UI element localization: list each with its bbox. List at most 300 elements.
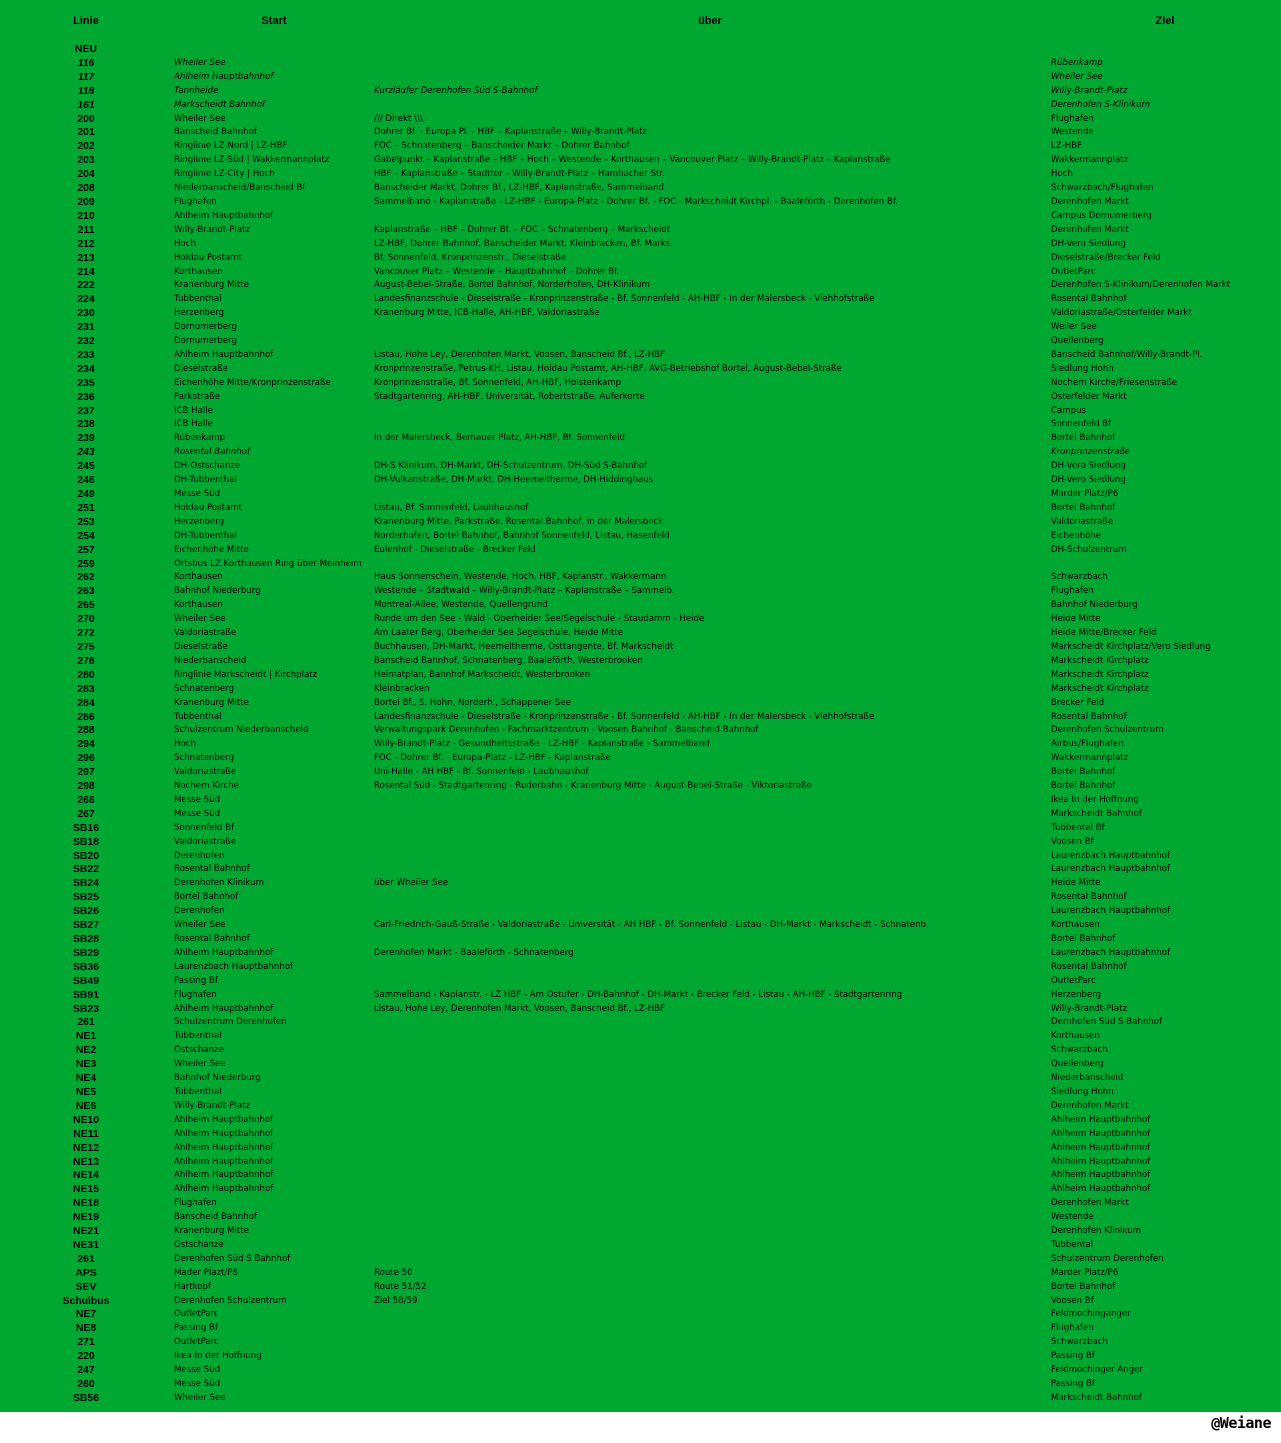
destination: Ahlheim Hauptbahnhof <box>1051 1184 1151 1195</box>
table-row <box>0 502 1281 516</box>
start-stop: Messe Süd <box>174 794 221 805</box>
start-stop: DH-Tubbenthal <box>174 475 237 486</box>
start-stop: Herzenberg <box>174 516 225 527</box>
header-start: Start <box>261 15 287 27</box>
start-stop: Ahlheim Hauptbahnhof <box>174 210 274 221</box>
start-stop: Passing Bf <box>174 975 218 986</box>
start-stop: Eichenhöhe Mitte <box>174 544 249 555</box>
line-number: SB24 <box>73 878 99 890</box>
table-row <box>0 669 1281 683</box>
table-row <box>0 752 1281 766</box>
table-row <box>0 1322 1281 1336</box>
line-number: 296 <box>77 753 95 765</box>
destination: Laurenzbach Hauptbahnhof <box>1051 850 1171 861</box>
destination: Ahlheim Hauptbahnhof <box>1051 1114 1151 1125</box>
table-row <box>0 711 1281 725</box>
start-stop: Kranenburg Mitte <box>174 1226 249 1237</box>
via-stops: /// Direkt \\\ <box>374 113 423 124</box>
table-row <box>0 1114 1281 1128</box>
destination: LZ-HBF <box>1051 141 1082 152</box>
destination: Markscheidt Bahnhof <box>1051 808 1142 819</box>
via-stops: Ziel 58/59 <box>374 1295 418 1306</box>
table-row <box>0 405 1281 419</box>
via-stops: In der Malersbeck, Bernauer Platz, AH-HBF, Bf. Sonnenfeld <box>374 433 625 444</box>
via-stops: Buchhausen, DH-Markt, Heemeltherme, Osttangente, Bf. Markscheidt <box>374 641 674 652</box>
start-stop: Flughafen <box>174 989 217 1000</box>
destination: Markscheidt Kirchplatz/Vero Siedlung <box>1051 641 1211 652</box>
table-row <box>0 933 1281 947</box>
via-stops: Haus Sonnenschein, Westende, Hoch, HBF, Kaplanstr., Wakkermann <box>374 572 667 583</box>
destination: Schulzentrum Derenhofen <box>1051 1253 1164 1264</box>
line-number: 212 <box>77 238 95 250</box>
table-row <box>0 1225 1281 1239</box>
via-stops: Landesfinanzschule - Dieselstraße - Kronprinzenstraße - Bf. Sonnenfeld - AH-HBF - In der Malersbeck - Viehhofstraße <box>374 711 875 722</box>
destination: Derenhofen Markt <box>1051 196 1129 207</box>
via-stops: Route 51/52 <box>374 1281 427 1292</box>
line-number: 280 <box>77 669 95 681</box>
table-row <box>0 1169 1281 1183</box>
start-stop: Ikea In der Hoffnung <box>174 1351 262 1362</box>
start-stop: Derenhofen Klinikum <box>174 878 264 889</box>
destination: Derenhofen Markt <box>1051 224 1129 235</box>
start-stop: Kranenburg Mitte <box>174 697 249 708</box>
start-stop: Derenhofen Schulzentrum <box>174 1295 287 1306</box>
table-row <box>0 1378 1281 1392</box>
via-stops: Banscheid Bahnhof, Schnatenberg, Baaleförth, Westerbrooken <box>374 655 643 666</box>
start-stop: Valdoriastraße <box>174 628 237 639</box>
table-row <box>0 850 1281 864</box>
start-stop: Passing Bf <box>174 1323 218 1334</box>
line-number: SB20 <box>73 850 99 862</box>
line-number: NE4 <box>75 1073 97 1085</box>
table-row <box>0 154 1281 168</box>
table-row <box>0 349 1281 363</box>
destination: Rosental Bahnhof <box>1051 961 1127 972</box>
table-row <box>0 307 1281 321</box>
destination: Siedlung Hohn <box>1051 1086 1114 1097</box>
line-number: SB27 <box>73 920 99 932</box>
table-row <box>0 140 1281 154</box>
destination: Ahlheim Hauptbahnhof <box>1051 1142 1151 1153</box>
line-number: 236 <box>77 391 95 403</box>
table-row <box>0 238 1281 252</box>
line-number: 253 <box>77 516 95 528</box>
start-stop: Holdau Postamt <box>174 502 242 513</box>
start-stop: Ringlinie Markscheidt | Kirchplatz <box>174 669 318 680</box>
line-number: NE31 <box>73 1239 99 1251</box>
start-stop: Ostschanze <box>174 1239 224 1250</box>
line-number: 251 <box>77 502 95 514</box>
destination: Tubbental <box>1051 1239 1094 1250</box>
destination: Markscheidt Kirchplatz <box>1051 655 1149 666</box>
route-rows <box>0 43 1281 1406</box>
table-row <box>0 1128 1281 1142</box>
start-stop: Markscheidt Bahnhof <box>174 99 265 110</box>
destination: Airbus/Flughafen <box>1051 739 1124 750</box>
destination: Rosental Bahnhof <box>1051 294 1127 305</box>
table-row <box>0 1100 1281 1114</box>
line-number: 259 <box>77 558 95 570</box>
table-row <box>0 975 1281 989</box>
destination: Schwarzbach <box>1051 1045 1108 1056</box>
start-stop: Ahlheim Hauptbahnhof <box>174 1156 274 1167</box>
line-number: 222 <box>77 280 95 292</box>
table-row <box>0 71 1281 85</box>
destination: Derenhofen Schulzentrum <box>1051 725 1164 736</box>
table-row <box>0 558 1281 572</box>
destination: Dieselstraße/Brecker Feld <box>1051 252 1161 263</box>
start-stop: Schulzentrum Derenhofen <box>174 1017 287 1028</box>
destination: Feldmochinger Anger <box>1051 1365 1143 1376</box>
via-stops: Westende – Stadtwald – Willy-Brandt-Platz – Kaplanstraße – Sammelb. <box>374 586 675 597</box>
table-row <box>0 1239 1281 1253</box>
line-number: 294 <box>77 739 95 751</box>
destination: Korthausen <box>1051 920 1100 931</box>
table-row <box>0 961 1281 975</box>
via-stops: HBF – Kaplanstraße – Stadttor – Willy-Brandt-Platz – Hambacher Str. <box>374 169 665 180</box>
via-stops: Montreal-Allee, Westende, Quellengrund <box>374 600 548 611</box>
table-row <box>0 822 1281 836</box>
line-number: 200 <box>77 113 95 125</box>
destination: OutletParc <box>1051 266 1096 277</box>
line-number: 116 <box>77 57 95 69</box>
line-number: 161 <box>77 99 95 111</box>
table-row <box>0 1253 1281 1267</box>
start-stop: Ringlinie LZ-Süd | Wakkermannplatz <box>174 155 330 166</box>
via-stops: Heimatplan, Bahnhof Markscheidt, Westerbrooken <box>374 669 591 680</box>
line-number: NE5 <box>75 1086 97 1098</box>
start-stop: Ahlheim Hauptbahnhof <box>174 1170 274 1181</box>
table-row <box>0 210 1281 224</box>
destination: Markscheidt Kirchplatz <box>1051 683 1149 694</box>
line-number: SB49 <box>73 975 99 987</box>
line-number: 275 <box>77 641 95 653</box>
destination: Rübenkamp <box>1051 57 1103 68</box>
destination: Niederbanscheid <box>1051 1073 1124 1084</box>
line-number: 265 <box>77 600 95 612</box>
header-ueber: über <box>698 15 722 27</box>
via-stops: Route 50 <box>374 1267 413 1278</box>
table-row <box>0 1142 1281 1156</box>
start-stop: Hoch <box>174 739 196 750</box>
table-row <box>0 697 1281 711</box>
line-number: 278 <box>77 655 95 667</box>
start-stop: Korthausen <box>174 572 223 583</box>
line-number: 231 <box>77 322 95 334</box>
line-number: 210 <box>77 210 95 222</box>
start-stop: Dieselstraße <box>174 641 228 652</box>
line-number: SB25 <box>73 892 99 904</box>
via-stops: Bf. Sonnenfeld, Kronprinzenstr., Dieselstraße <box>374 252 567 263</box>
via-stops: Listau, Hohe Ley, Derenhofen Markt, Voosen, Banscheid Bf., LZ-HBF <box>374 349 665 360</box>
table-row <box>0 279 1281 293</box>
via-stops: über Wheiler See <box>374 878 449 889</box>
line-number: 286 <box>77 711 95 723</box>
line-number: 270 <box>77 614 95 626</box>
table-row <box>0 780 1281 794</box>
destination: Herzenberg <box>1051 989 1102 1000</box>
table-row <box>0 126 1281 140</box>
via-stops: DH-Vulkanstraße, DH-Markt, DH-Heemeltherme, DH-Hiddinghaus <box>374 475 654 486</box>
destination: Schwarzbach/Flughafen <box>1051 183 1154 194</box>
start-stop: Valdoriastraße <box>174 767 237 778</box>
table-row <box>0 724 1281 738</box>
start-stop: DH-Tubbenthal <box>174 530 237 541</box>
destination: Bortel Bahnhof <box>1051 767 1116 778</box>
destination: Dernhofen Süd S-Bahnhof <box>1051 1017 1163 1028</box>
table-row <box>0 655 1281 669</box>
table-row <box>0 293 1281 307</box>
destination: Eichenhöhe <box>1051 530 1102 541</box>
line-number: Schulbus <box>62 1295 110 1307</box>
via-stops: Uni-Halle - AH HBF - Bf. Sonnenfeld - Laubhaushof <box>374 767 589 778</box>
line-number: NE10 <box>73 1114 99 1126</box>
destination: Willy-Brandt-Platz <box>1051 1003 1127 1014</box>
destination: Laurenzbach Hauptbahnhof <box>1051 864 1171 875</box>
line-number: 298 <box>77 781 95 793</box>
table-row <box>0 989 1281 1003</box>
destination: Campus Dornumerberg <box>1051 210 1152 221</box>
line-number: 243 <box>77 447 95 459</box>
table-row <box>0 947 1281 961</box>
line-number: 234 <box>77 363 95 375</box>
line-number: 249 <box>77 489 95 500</box>
table-row <box>0 1072 1281 1086</box>
start-stop: Tubbenthal <box>174 1031 222 1042</box>
destination: Willy-Brandt-Platz <box>1051 85 1128 96</box>
table-row <box>0 85 1281 99</box>
line-number: 260 <box>77 1379 95 1390</box>
line-number: NE11 <box>73 1128 99 1140</box>
line-number: 117 <box>77 71 95 83</box>
line-number: NE18 <box>73 1198 99 1210</box>
via-stops: Banscheider Markt, Dohrer Bf., LZ-HBF, Kaplanstraße, Sammelband <box>374 183 664 194</box>
table-row <box>0 1308 1281 1322</box>
start-stop: Derenhofen Süd S Bahnhof <box>174 1253 291 1264</box>
start-stop: Hartkopf <box>174 1281 212 1292</box>
table-row <box>0 488 1281 502</box>
destination: Passing Bf <box>1051 1351 1095 1362</box>
start-stop: Rosental Bahnhof <box>174 934 250 944</box>
via-stops: Kaplanstraße – HBF – Dohrer Bf. – FOC – Schnatenberg – Markscheidt <box>374 224 671 235</box>
via-stops: Kronprinzenstraße, Petrus-KH, Listau, Holdau Postamt, AH-HBF, AVG-Betriebshof Bortel, August-Bebel-Straße <box>374 363 842 374</box>
line-number: SB26 <box>73 906 99 918</box>
table-row <box>0 877 1281 891</box>
line-number: SB16 <box>73 822 99 834</box>
line-number: NE12 <box>73 1142 99 1154</box>
table-row <box>0 516 1281 530</box>
destination: Ikea In der Hoffnung <box>1051 794 1139 805</box>
table-row <box>0 544 1281 558</box>
destination: OutletParc <box>1051 975 1096 986</box>
table-row <box>0 57 1281 71</box>
start-stop: Niederbanscheid <box>174 655 247 666</box>
via-stops: DH-S Klinikum, DH-Markt, DH-Schulzentrum, DH-Süd S-Bahnhof <box>374 461 648 472</box>
destination: Flughafen <box>1051 586 1094 597</box>
line-number: 266 <box>77 794 95 806</box>
line-number: 238 <box>77 419 95 431</box>
table-row <box>0 363 1281 377</box>
line-number: 230 <box>77 308 95 320</box>
line-number: NE13 <box>73 1156 99 1168</box>
line-number: 224 <box>77 294 95 306</box>
via-stops: LZ-HBF, Dohrer Bahnhof, Banscheider Markt, Kleinbracken, Bf. Marks. <box>374 238 673 249</box>
table-row <box>0 224 1281 238</box>
start-stop: Wheiler See <box>174 1392 226 1403</box>
table-row <box>0 1211 1281 1225</box>
line-number: 283 <box>77 683 95 695</box>
start-stop: Korthausen <box>174 266 223 277</box>
destination: Rosental Bahnhof <box>1051 892 1127 903</box>
start-stop: Ahlheim Hauptbahnhof <box>174 71 274 82</box>
destination: DH-Schulzentrum <box>1051 544 1127 555</box>
line-number: 284 <box>77 697 95 709</box>
start-stop: Ringlinie LZ-Nord | LZ-HBF <box>174 141 288 152</box>
start-stop: Bortel Bahnhof <box>174 892 239 903</box>
destination: Marder Platz/P6 <box>1051 489 1119 499</box>
line-number: 118 <box>77 85 95 97</box>
table-row <box>0 1336 1281 1350</box>
start-stop: Tubbenthal <box>174 711 222 722</box>
destination: Wakkermannplatz <box>1051 155 1129 166</box>
table-row <box>0 446 1281 460</box>
table-row <box>0 836 1281 850</box>
destination: Heide Mitte <box>1051 614 1101 625</box>
start-stop: Ahlheim Hauptbahnhof <box>174 1003 274 1014</box>
start-stop: ICB Halle <box>174 419 213 430</box>
line-number: 211 <box>77 224 95 236</box>
line-number: APS <box>75 1267 97 1279</box>
table-row <box>0 571 1281 585</box>
via-stops: Sammelband - Kaplanstraße - LZ-HBF - Europa-Platz - Dohrer Bf. - FOC - Markscheidt Kirchpl. - Baaleförth - Derenhofen Bf. <box>374 196 898 207</box>
start-stop: Willy-Brandt-Platz <box>174 1100 250 1111</box>
start-stop: Schnatenberg <box>174 683 235 694</box>
table-row <box>0 585 1281 599</box>
table-row <box>0 1364 1281 1378</box>
destination: Heide Mitte/Brecker Feld <box>1051 628 1157 639</box>
start-stop: Flughafen <box>174 196 217 207</box>
line-number: SB29 <box>73 947 99 959</box>
destination: Schwarzbach <box>1051 572 1108 583</box>
line-number: SB91 <box>73 989 99 1001</box>
start-stop: Herzenberg <box>174 308 225 319</box>
start-stop: Ostschanze <box>174 1045 224 1056</box>
via-stops: Kranenburg Mitte, Parkstraße, Rosental Bahnhof, In der Malersbeck <box>374 516 664 527</box>
line-number: NE2 <box>75 1045 97 1057</box>
via-stops: Kranenburg Mitte, ICB-Halle, AH-HBF, Valdoriastraße <box>374 308 600 319</box>
line-number: 247 <box>77 1365 95 1377</box>
destination: Quellenberg <box>1051 336 1104 347</box>
line-number: 204 <box>77 169 95 181</box>
line-number: 202 <box>77 141 95 153</box>
table-row <box>0 252 1281 266</box>
destination: Valdoriastraße/Osterfelder Markt <box>1051 308 1192 319</box>
line-number: NE15 <box>73 1184 99 1196</box>
table-row <box>0 794 1281 808</box>
table-row <box>0 432 1281 446</box>
start-stop: Rosental Bahnhof <box>174 864 250 875</box>
line-number: 203 <box>77 155 95 167</box>
destination: Flughafen <box>1051 113 1094 124</box>
via-stops: Stadtgartenring, AH-HBF, Universität, Robertstraße, Auferkorte <box>374 391 645 402</box>
signature: @Weiane <box>1211 1414 1271 1432</box>
start-stop: Tubbenthal <box>174 1086 222 1097</box>
table-row <box>0 627 1281 641</box>
start-stop: Ahlheim Hauptbahnhof <box>174 1142 274 1153</box>
line-number: SB28 <box>73 934 99 945</box>
start-stop: Parkstraße <box>174 391 220 402</box>
via-stops: Derenhofen Markt - Baaleförth - Schnatenberg <box>374 947 574 958</box>
table-row <box>0 1058 1281 1072</box>
start-stop: Banscheid Bahnhof <box>174 127 257 138</box>
line-number: 233 <box>77 349 95 361</box>
destination: Wakkermannplatz <box>1051 753 1129 764</box>
table-row <box>0 1197 1281 1211</box>
destination: Westende <box>1051 1212 1094 1223</box>
line-number: NE8 <box>75 1323 97 1335</box>
destination: Bortel Bahnhof <box>1051 934 1116 944</box>
line-number: 209 <box>77 196 95 208</box>
destination: Westende <box>1051 127 1094 138</box>
via-stops: Carl-Friedrich-Gauß-Straße - Valdoriastraße - Universität - AH HBF - Bf. Sonnenfeld - Listau - DH-Markt - Markscheidt - Schnatenb. <box>374 920 929 931</box>
via-stops: Gabelpunkt – Kaplanstraße – HBF – Hoch – Westende – Korthausen – Vancouver Platz – Willy-Brandt-Platz – Kaplanstraße <box>374 155 891 166</box>
table-row <box>0 891 1281 905</box>
start-stop: Ahlheim Hauptbahnhof <box>174 1114 274 1125</box>
table-row <box>0 418 1281 432</box>
table-row <box>0 1281 1281 1295</box>
destination: Flughafen <box>1051 1323 1094 1334</box>
destination: Ahlheim Hauptbahnhof <box>1051 1128 1151 1139</box>
destination: Voosen Bf <box>1051 1295 1094 1306</box>
table-row <box>0 43 1281 57</box>
table-row <box>0 683 1281 697</box>
destination: Derenhofen Markt <box>1051 1100 1129 1111</box>
start-stop: ICB Halle <box>174 405 213 416</box>
start-stop: Ahlheim Hauptbahnhof <box>174 1184 274 1195</box>
via-stops: Rosental Süd - Stadtgartenring - Ruderbahn - Kranenburg Mitte - August-Bebel-Straße - Viktoriastraße <box>374 781 812 792</box>
table-row <box>0 1086 1281 1100</box>
start-stop: Ortsbus LZ Korthausen Ring über Meinheim <box>174 558 362 569</box>
destination: Bortel Bahnhof <box>1051 502 1116 513</box>
line-number: SB56 <box>73 1392 99 1404</box>
line-number: 271 <box>77 1337 95 1349</box>
table-row <box>0 1044 1281 1058</box>
start-stop: Holdau Postamt <box>174 252 242 263</box>
line-number: 262 <box>77 572 95 584</box>
table-row <box>0 1267 1281 1281</box>
start-stop: Ahlheim Hauptbahnhof <box>174 349 274 360</box>
table-row <box>0 182 1281 196</box>
start-stop: Wheiler See <box>174 57 226 68</box>
via-stops: Bortel Bf., S. Hohn, Norderh., Schappener See <box>374 697 571 708</box>
via-stops: Dohrer Bf. - Europa Pl. - HBF – Kaplanstraße – Willy-Brandt-Platz <box>374 127 648 138</box>
table-row <box>0 460 1281 474</box>
via-stops: Willy-Brandt-Platz - Gesundheitsstraße - LZ-HBF - Kaplanstraße - Sammelband <box>374 739 710 750</box>
start-stop: Rosental Bahnhof <box>174 447 250 458</box>
table-row <box>0 377 1281 391</box>
start-stop: OutletParc <box>174 1337 219 1348</box>
line-number: 214 <box>77 266 95 278</box>
line-number: 297 <box>77 767 95 779</box>
start-stop: Tubbenthal <box>174 294 222 305</box>
destination: Bahnhof Niederburg <box>1051 600 1138 611</box>
line-number: NE21 <box>73 1226 99 1238</box>
via-stops: Landesfinanzschule - Dieselstraße - Kronprinzenstraße - Bf. Sonnenfeld - AH-HBF - In der Malersbeck - Viehhofstraße <box>374 294 875 305</box>
destination: DH-Vero Siedlung <box>1051 475 1126 486</box>
start-stop: Wheiler See <box>174 920 226 931</box>
destination: Bortel Bahnhof <box>1051 1281 1116 1292</box>
line-number: 201 <box>77 127 95 139</box>
